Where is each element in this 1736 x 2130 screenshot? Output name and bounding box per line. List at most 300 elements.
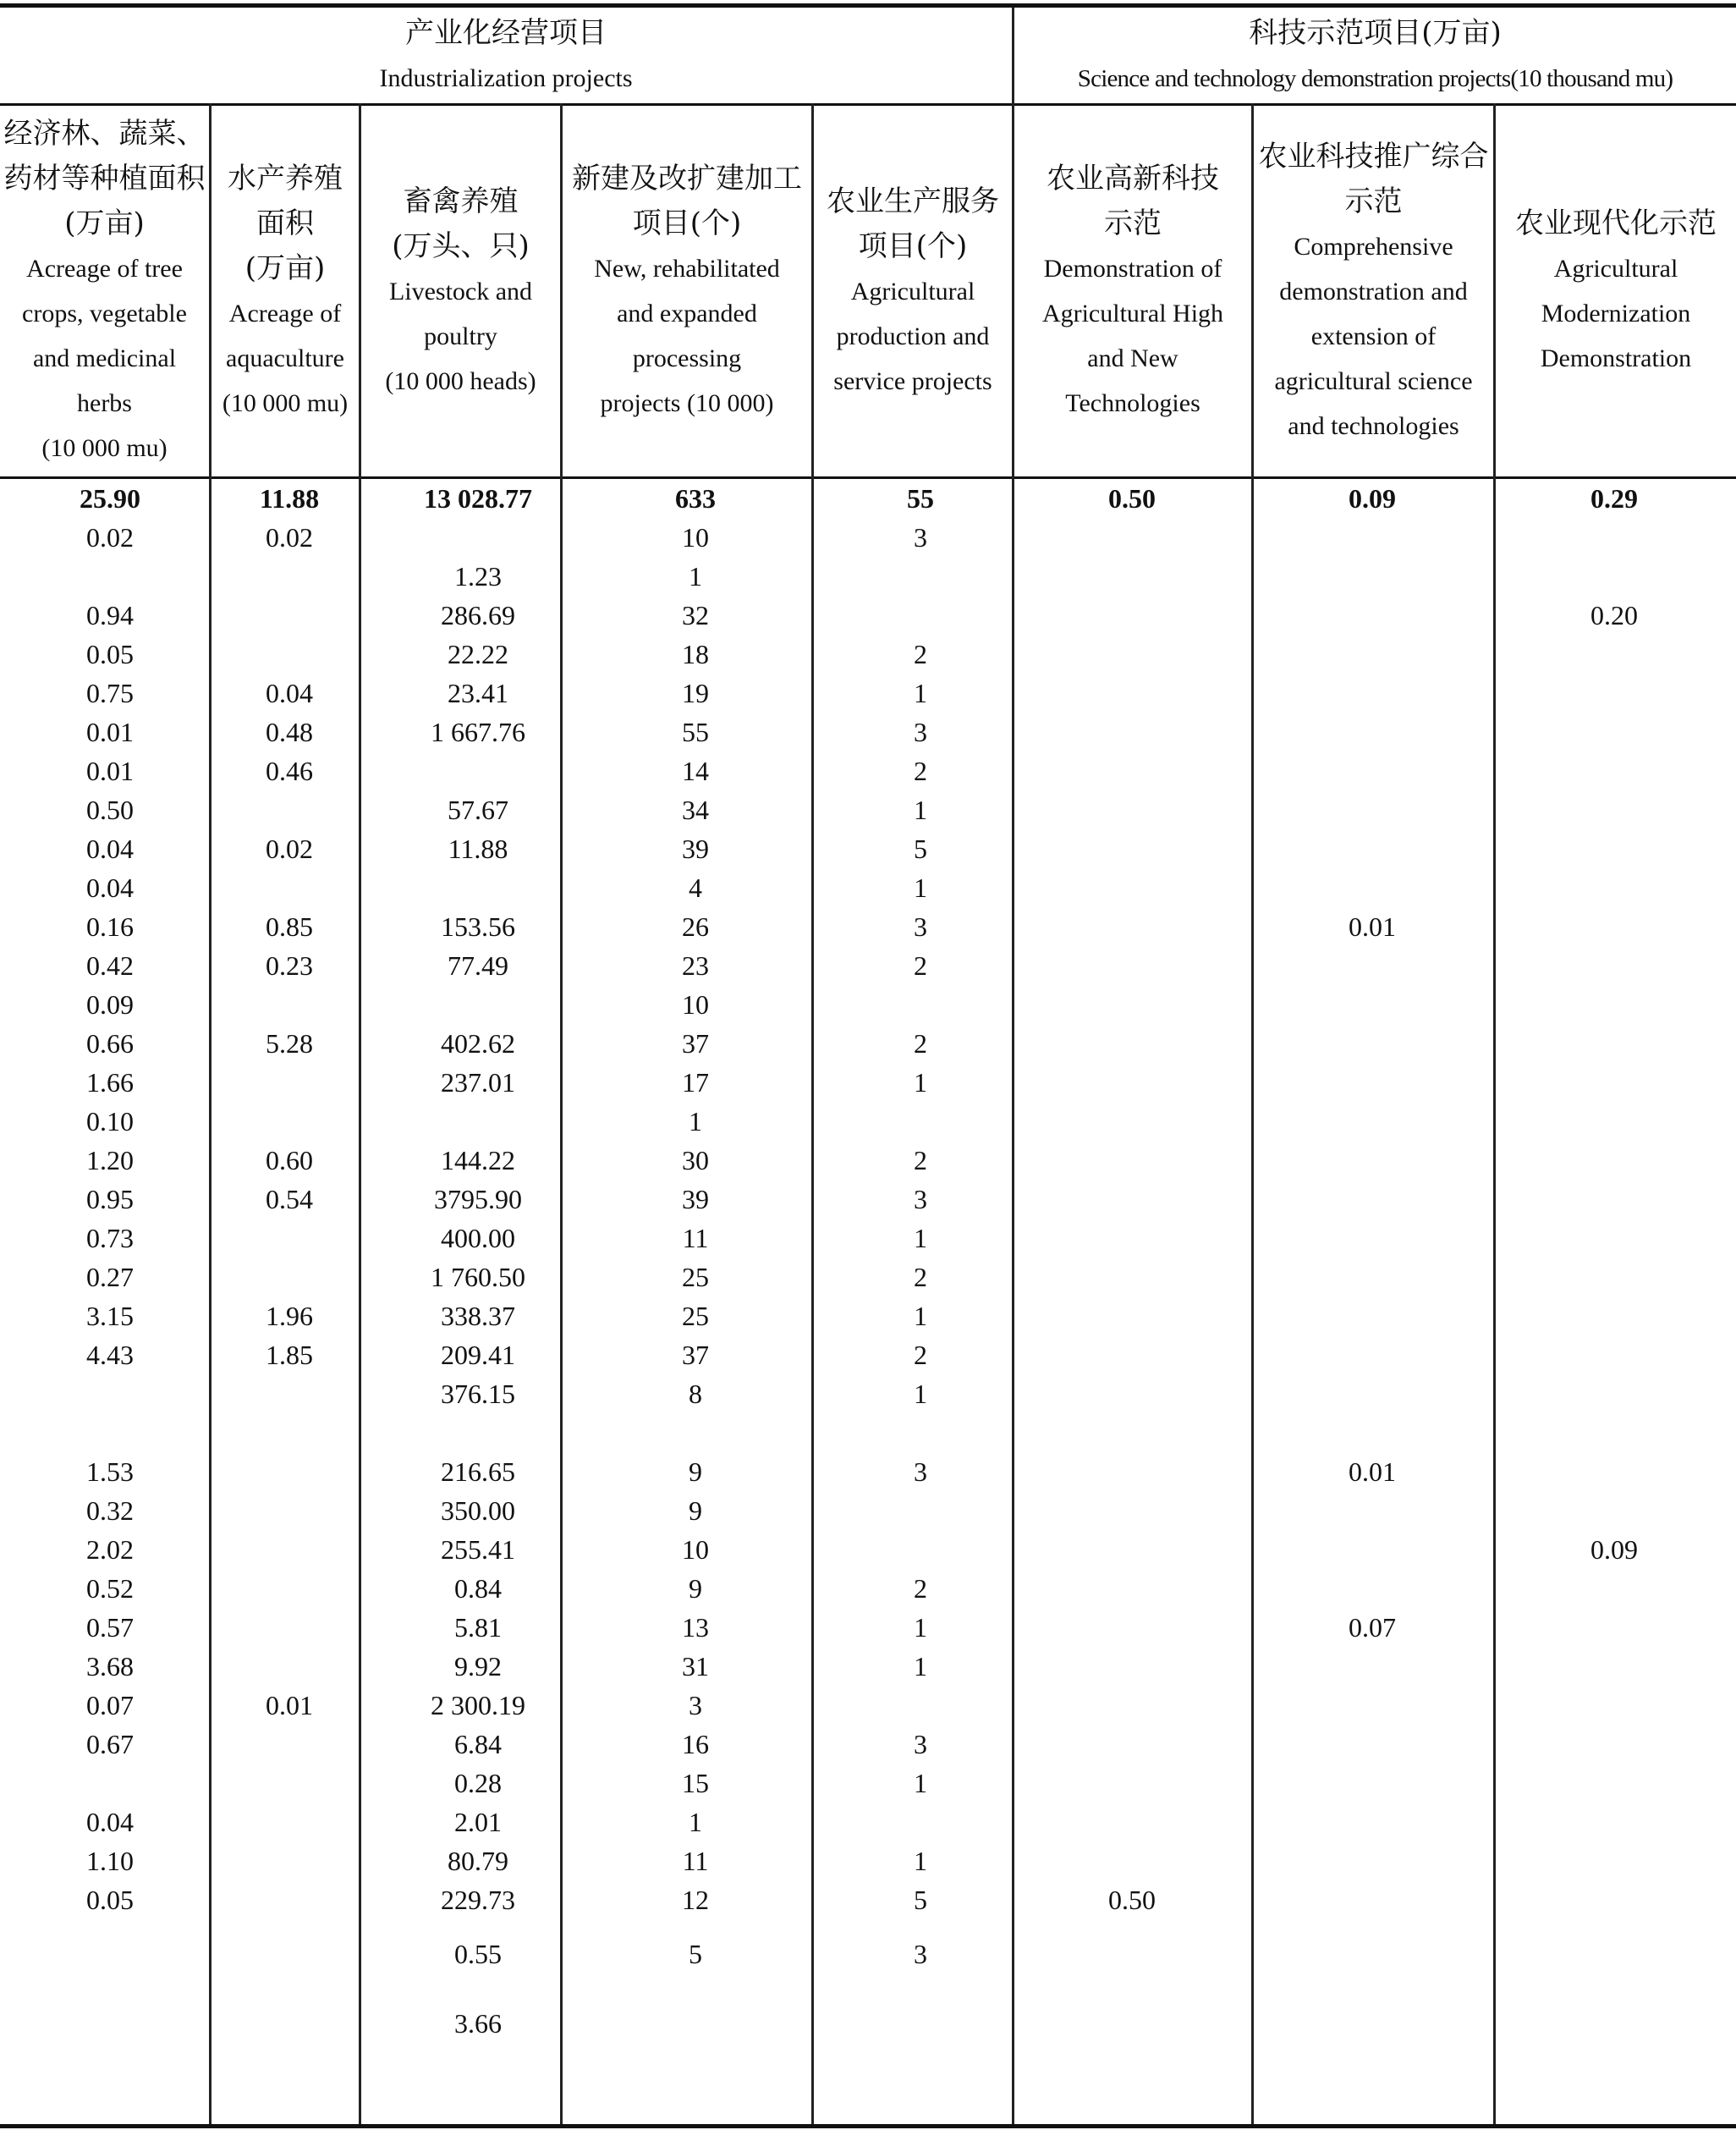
table-cell: 2 [914, 639, 927, 669]
table-row [0, 596, 1736, 635]
table-row [0, 1374, 1736, 1413]
column-header-planting-acreage [0, 106, 209, 476]
header-line: 示范 [1344, 184, 1403, 218]
table-cell [1271, 557, 1474, 596]
table-cell: 10 [682, 1534, 709, 1565]
header-line: (10 000 mu) [222, 389, 349, 417]
table-cell [188, 1491, 391, 1530]
table-cell [1030, 868, 1233, 907]
table-cell [1271, 868, 1474, 907]
table-row [0, 1180, 1736, 1219]
table-cell [376, 1102, 580, 1141]
table-cell: 3 [914, 717, 927, 747]
table-cell [1271, 946, 1474, 985]
table-cell: 209.41 [441, 1340, 515, 1370]
table-cell [1271, 1102, 1474, 1141]
table-cell: 0.04 [86, 834, 134, 864]
header-line: agricultural science [1274, 366, 1473, 395]
table-cell [819, 1491, 1022, 1530]
table-cell: 4 [689, 872, 702, 903]
table-cell: 2.02 [86, 1534, 134, 1565]
header-line: (10 000 mu) [41, 434, 168, 462]
table-cell: 0.05 [86, 639, 134, 669]
group-title-en: Industrialization projects [379, 63, 633, 92]
header-line: Modernization [1541, 300, 1691, 327]
table-cell: 0.09 [1590, 1534, 1638, 1565]
table-cell [8, 1413, 212, 1452]
header-line: 新建及改扩建加工 [572, 162, 802, 195]
table-cell [188, 1764, 391, 1803]
header-line: 农业高新科技 [1047, 162, 1219, 195]
table-cell [1271, 1647, 1474, 1686]
table-cell [1513, 674, 1716, 713]
table-row [0, 1841, 1736, 1880]
header-line: 畜禽养殖 [403, 184, 519, 218]
table-cell: 0.10 [86, 1106, 134, 1137]
table-cell [8, 1935, 212, 1973]
table-cell [1030, 985, 1233, 1024]
table-cell [1513, 946, 1716, 985]
table-cell: 11 [682, 1846, 709, 1876]
table-cell: 3.68 [86, 1651, 134, 1681]
table-cell [1271, 1725, 1474, 1764]
table-cell: 1 [914, 1612, 927, 1643]
table-cell: 3 [914, 522, 927, 553]
table-row [0, 674, 1736, 713]
table-cell [1271, 1569, 1474, 1608]
table-cell: 1 667.76 [431, 717, 525, 747]
table-cell: 3 [689, 1690, 702, 1720]
table-cell [1271, 1063, 1474, 1102]
table-cell [188, 1725, 391, 1764]
table-cell: 0.29 [1590, 483, 1638, 514]
table-cell [1513, 907, 1716, 946]
header-line: (万亩) [244, 251, 326, 285]
table-cell: 3 [914, 1456, 927, 1487]
table-cell: 15 [682, 1768, 709, 1798]
table-cell [8, 1374, 212, 1413]
table-cell: 2 300.19 [431, 1690, 525, 1720]
table-cell: 3 [914, 1939, 927, 1969]
table-row [0, 1608, 1736, 1647]
table-cell: 5 [914, 834, 927, 864]
table-cell [188, 1569, 391, 1608]
table-cell: 0.42 [86, 950, 134, 981]
table-cell: 1 [914, 678, 927, 708]
table-cell [1513, 713, 1716, 751]
table-row [0, 1413, 1736, 1452]
table-cell: 0.23 [266, 950, 313, 981]
table-cell [188, 1841, 391, 1880]
table-cell: 1 [914, 1846, 927, 1876]
header-line: 农业科技推广综合 [1258, 139, 1489, 173]
table-cell: 229.73 [441, 1885, 515, 1915]
table-cell: 1 [914, 1651, 927, 1681]
header-line: 面积 [256, 206, 314, 240]
table-row [0, 1764, 1736, 1803]
table-cell: 402.62 [441, 1028, 515, 1059]
table-cell [1030, 1935, 1233, 1973]
table-cell: 25 [682, 1301, 709, 1331]
table-cell [1513, 1935, 1716, 1973]
header-line: and New [1087, 344, 1178, 372]
table-cell [1030, 1841, 1233, 1880]
table-row [0, 751, 1736, 790]
bottom-rule [0, 2124, 1736, 2128]
table-cell [376, 985, 580, 1024]
table-cell: 1 [914, 1301, 927, 1331]
header-line: and medicinal [32, 344, 177, 372]
table-cell: 0.16 [86, 911, 134, 942]
table-cell: 0.09 [1349, 483, 1396, 514]
table-cell [1030, 1063, 1233, 1102]
header-line: processing [632, 344, 742, 372]
table-row [0, 1024, 1736, 1063]
table-cell: 0.27 [86, 1262, 134, 1292]
table-cell: 0.02 [266, 834, 313, 864]
table-cell [1271, 1296, 1474, 1335]
table-row [0, 2004, 1736, 2043]
table-cell [1271, 1413, 1474, 1452]
table-cell: 0.84 [454, 1573, 502, 1604]
table-cell: 55 [907, 483, 934, 514]
table-cell [1271, 1491, 1474, 1530]
table-cell: 2 [914, 1340, 927, 1370]
table-cell [376, 1413, 580, 1452]
table-cell: 1.20 [86, 1145, 134, 1175]
table-cell [1030, 557, 1233, 596]
table-row [0, 1491, 1736, 1530]
column-header-processing-projects [563, 106, 811, 476]
table-cell: 0.75 [86, 678, 134, 708]
table-cell: 0.28 [454, 1768, 502, 1798]
table-cell: 77.49 [448, 950, 508, 981]
table-cell: 1.96 [266, 1301, 313, 1331]
header-line: and technologies [1288, 411, 1459, 440]
table-cell [1030, 790, 1233, 829]
table-cell: 255.41 [441, 1534, 515, 1565]
table-cell [1271, 751, 1474, 790]
table-cell [1030, 1102, 1233, 1141]
table-row [0, 868, 1736, 907]
table-cell [376, 868, 580, 907]
table-cell: 0.05 [86, 1885, 134, 1915]
table-cell [188, 1880, 391, 1919]
table-cell: 80.79 [448, 1846, 508, 1876]
table-cell: 2 [914, 756, 927, 786]
table-row [0, 1219, 1736, 1258]
table-cell: 1.53 [86, 1456, 134, 1487]
table-cell [1030, 1024, 1233, 1063]
table-cell: 0.46 [266, 756, 313, 786]
table-cell [1513, 751, 1716, 790]
table-row [0, 1141, 1736, 1180]
table-cell [1030, 1491, 1233, 1530]
table-cell [8, 2004, 212, 2043]
table-cell [1030, 1608, 1233, 1647]
table-row [0, 1935, 1736, 1973]
table-cell [1271, 713, 1474, 751]
table-cell: 0.94 [86, 600, 134, 630]
table-cell [1513, 1102, 1716, 1141]
table-cell [1271, 790, 1474, 829]
table-cell [1030, 518, 1233, 557]
header-line: service projects [833, 366, 992, 395]
table-cell [1513, 1647, 1716, 1686]
table-cell [594, 1413, 797, 1452]
column-header-aquaculture [212, 106, 359, 476]
table-cell [188, 1102, 391, 1141]
table-cell [1030, 907, 1233, 946]
table-cell: 25 [682, 1262, 709, 1292]
table-cell [1030, 635, 1233, 674]
table-cell [1271, 2004, 1474, 2043]
table-cell [1030, 946, 1233, 985]
table-cell [8, 1764, 212, 1803]
table-cell: 0.01 [1349, 911, 1396, 942]
header-line: Acreage of [228, 300, 342, 327]
table-cell [1271, 1841, 1474, 1880]
table-cell: 0.85 [266, 911, 313, 942]
table-cell [188, 1413, 391, 1452]
table-cell [594, 2004, 797, 2043]
group-header-science-demo [1014, 8, 1736, 103]
table-row [0, 946, 1736, 985]
table-cell [819, 985, 1022, 1024]
header-line: (万亩) [64, 206, 145, 240]
table-cell [188, 1374, 391, 1413]
table-cell: 0.95 [86, 1184, 134, 1214]
table-cell [1271, 1686, 1474, 1725]
table-cell [1030, 1374, 1233, 1413]
table-cell: 16 [682, 1729, 709, 1759]
table-cell: 3.66 [454, 2008, 502, 2039]
table-cell [376, 751, 580, 790]
table-cell [1513, 829, 1716, 868]
table-row [0, 1686, 1736, 1725]
table-cell: 37 [682, 1340, 709, 1370]
table-cell [188, 596, 391, 635]
table-cell: 9 [689, 1573, 702, 1604]
table-cell: 0.07 [86, 1690, 134, 1720]
table-cell: 1 [914, 872, 927, 903]
table-cell: 9 [689, 1456, 702, 1487]
table-cell: 376.15 [441, 1379, 515, 1409]
header-line: Acreage of tree [26, 255, 183, 283]
header-line: production and [836, 322, 990, 350]
table-cell [188, 1219, 391, 1258]
table-cell [1030, 1452, 1233, 1491]
table-cell: 8 [689, 1379, 702, 1409]
table-cell [1271, 596, 1474, 635]
table-cell: 0.50 [86, 795, 134, 825]
table-cell [1513, 1803, 1716, 1841]
table-cell [1513, 1452, 1716, 1491]
table-cell: 1 [914, 1067, 927, 1098]
table-cell [1513, 635, 1716, 674]
table-cell [1030, 1803, 1233, 1841]
table-cell [819, 1102, 1022, 1141]
table-cell: 11.88 [259, 483, 320, 514]
table-cell: 2 [914, 1145, 927, 1175]
table-cell: 0.54 [266, 1184, 313, 1214]
table-cell: 400.00 [441, 1223, 515, 1253]
table-cell: 11 [682, 1223, 709, 1253]
table-cell: 3795.90 [434, 1184, 522, 1214]
table-row [0, 1296, 1736, 1335]
table-cell: 2.01 [454, 1807, 502, 1837]
group-title-en: Science and technology demonstration projects(10 thousand mu) [1077, 64, 1673, 92]
table-row [0, 1569, 1736, 1608]
table-row [0, 557, 1736, 596]
table-cell [1030, 1258, 1233, 1296]
table-cell [1513, 1491, 1716, 1530]
header-line: herbs [77, 389, 132, 417]
column-header-extension-demo [1254, 106, 1493, 476]
header-line: Demonstration [1540, 344, 1692, 372]
table-cell: 1 [914, 1768, 927, 1798]
table-cell: 0.07 [1349, 1612, 1396, 1643]
table-cell: 3 [914, 1184, 927, 1214]
table-row [0, 1452, 1736, 1491]
table-cell: 55 [682, 717, 709, 747]
table-cell: 1.66 [86, 1067, 134, 1098]
header-line: 项目(个) [858, 228, 968, 263]
table-cell [1030, 713, 1233, 751]
header-line: extension of [1310, 322, 1437, 350]
table-cell: 39 [682, 834, 709, 864]
table-cell: 19 [682, 678, 709, 708]
table-row [0, 1258, 1736, 1296]
table-cell [1271, 1141, 1474, 1180]
table-cell [1271, 1024, 1474, 1063]
table-cell [1271, 1374, 1474, 1413]
table-cell: 216.65 [441, 1456, 515, 1487]
table-cell [1271, 829, 1474, 868]
table-cell [1030, 2004, 1233, 2043]
table-row [0, 1725, 1736, 1764]
table-cell [819, 2004, 1022, 2043]
table-cell: 1.23 [454, 561, 502, 592]
table-cell: 1 760.50 [431, 1262, 525, 1292]
table-cell [1513, 1764, 1716, 1803]
table-cell [188, 1608, 391, 1647]
table-cell: 34 [682, 795, 709, 825]
header-line: New, rehabilitated [594, 255, 780, 283]
table-cell: 9.92 [454, 1651, 502, 1681]
table-cell: 0.57 [86, 1612, 134, 1643]
table-cell: 5 [689, 1939, 702, 1969]
table-cell: 0.04 [86, 1807, 134, 1837]
table-cell [1513, 1141, 1716, 1180]
table-cell: 14 [682, 756, 709, 786]
table-cell [188, 1063, 391, 1102]
column-header-modernization-demo [1496, 106, 1736, 476]
table-cell: 1.10 [86, 1846, 134, 1876]
table-cell [188, 2004, 391, 2043]
header-line: Agricultural [850, 277, 975, 305]
table-row [0, 1063, 1736, 1102]
table-cell: 350.00 [441, 1495, 515, 1526]
table-row [0, 1335, 1736, 1374]
table-cell: 286.69 [441, 600, 515, 630]
header-line: Comprehensive [1294, 232, 1453, 261]
header-line: 示范 [1104, 206, 1162, 240]
table-cell [1030, 1296, 1233, 1335]
table-row [0, 790, 1736, 829]
table-cell: 0.01 [266, 1690, 313, 1720]
table-cell [1271, 518, 1474, 557]
table-cell [188, 790, 391, 829]
header-line: and expanded [617, 300, 757, 327]
header-line: 农业生产服务 [827, 184, 999, 218]
table-cell: 12 [682, 1885, 709, 1915]
table-cell [1513, 518, 1716, 557]
table-row [0, 985, 1736, 1024]
table-cell [188, 1647, 391, 1686]
table-cell [1030, 1141, 1233, 1180]
header-line: 项目(个) [632, 206, 742, 240]
table-cell [1513, 868, 1716, 907]
table-cell: 4.43 [86, 1340, 134, 1370]
table-cell: 2 [914, 1028, 927, 1059]
table-cell [819, 1413, 1022, 1452]
table-cell: 26 [682, 911, 709, 942]
table-cell [1030, 674, 1233, 713]
column-header-service-projects [814, 106, 1012, 476]
table-cell [1513, 1841, 1716, 1880]
table-cell [1030, 1413, 1233, 1452]
table-cell: 0.02 [86, 522, 134, 553]
header-line: 药材等种植面积 [3, 162, 206, 195]
table-row [0, 635, 1736, 674]
table-cell [188, 635, 391, 674]
table-cell [188, 1452, 391, 1491]
table-cell [188, 1530, 391, 1569]
column-header-high-tech-demo [1014, 106, 1251, 476]
table-cell: 5.81 [454, 1612, 502, 1643]
table-cell [8, 557, 212, 596]
header-line: 农业现代化示范 [1515, 206, 1717, 240]
table-cell: 144.22 [441, 1145, 515, 1175]
table-cell: 31 [682, 1651, 709, 1681]
table-cell: 2 [914, 950, 927, 981]
table-cell [1030, 1647, 1233, 1686]
header-line: Agricultural [1553, 255, 1678, 283]
table-cell [1030, 1686, 1233, 1725]
table-cell [188, 868, 391, 907]
table-row [0, 907, 1736, 946]
table-cell: 0.01 [86, 756, 134, 786]
header-line: Demonstration of [1043, 255, 1222, 283]
table-cell [1271, 1764, 1474, 1803]
header-line: projects (10 000) [600, 389, 774, 417]
table-row [0, 1803, 1736, 1841]
table-cell [1513, 2004, 1716, 2043]
table-cell [1030, 596, 1233, 635]
table-cell [1513, 1725, 1716, 1764]
table-cell: 0.04 [86, 872, 134, 903]
table-cell [819, 596, 1022, 635]
table-cell [1513, 1180, 1716, 1219]
table-cell: 22.22 [448, 639, 508, 669]
table-cell [1271, 985, 1474, 1024]
table-cell [188, 1258, 391, 1296]
table-cell [1513, 1569, 1716, 1608]
table-cell [1030, 1180, 1233, 1219]
table-cell: 633 [675, 483, 716, 514]
table-cell: 1 [689, 1807, 702, 1837]
